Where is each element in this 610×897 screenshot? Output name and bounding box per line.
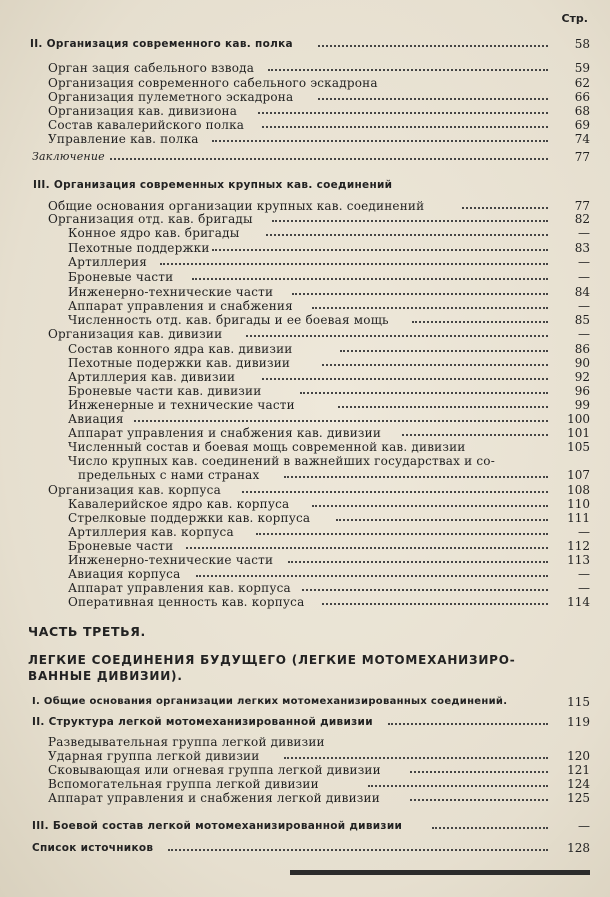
- toc-entry-label: Оперативная ценность кав. корпуса: [68, 595, 305, 609]
- toc-entry: [0, 269, 610, 285]
- dot-leader: [412, 321, 548, 323]
- toc-page-number: 108: [567, 483, 590, 497]
- toc-page-number: 110: [567, 497, 590, 511]
- dot-leader: [288, 561, 548, 563]
- toc-page-number: 114: [567, 595, 590, 609]
- dot-leader: [284, 757, 548, 759]
- toc-page-number: 99: [574, 398, 590, 412]
- toc-entry-label: Численный состав и боевая мощь современной кав. дивизии: [68, 440, 466, 454]
- toc-entry-label: Общие основания организации крупных кав. соединений: [48, 199, 425, 213]
- toc-page-number: 112: [567, 539, 590, 553]
- toc-page-number: 101: [567, 426, 590, 440]
- toc-section-label: III. Боевой состав легкой мотомеханизированной дивизии: [32, 820, 403, 832]
- toc-entry-label: Броневые части кав. дивизии: [68, 384, 262, 398]
- dot-leader: [388, 723, 548, 725]
- toc-page-number: —: [578, 525, 590, 539]
- dot-leader: [336, 519, 548, 521]
- toc-entry-label: Авиация: [68, 412, 124, 426]
- toc-entry-label: Аппарат управления и снабжения кав. дивизии: [68, 426, 382, 440]
- toc-page-number: 92: [574, 370, 590, 384]
- dot-leader: [338, 406, 548, 408]
- toc-section-label: III. Организация современных крупных кав. соединений: [33, 179, 393, 191]
- toc-entry: [0, 149, 610, 165]
- dot-leader: [402, 434, 548, 436]
- page-column-header: Стр.: [561, 12, 588, 25]
- toc-entry-label: Ударная группа легкой дивизии: [48, 749, 260, 763]
- toc-page-number: —: [578, 819, 590, 833]
- toc-page-number: 77: [574, 150, 590, 164]
- toc-entry-label: Состав кавалерийского полка: [48, 118, 245, 132]
- dot-leader: [312, 307, 548, 309]
- toc-page-number: 105: [567, 440, 590, 454]
- toc-entry-label: Организация кав. дивизии: [48, 327, 223, 341]
- toc-page-number: 120: [567, 749, 590, 763]
- toc-entry-label: Кавалерийское ядро кав. корпуса: [68, 497, 290, 511]
- part-title-line1: ЛЕГКИЕ СОЕДИНЕНИЯ БУДУЩЕГО (ЛЕГКИЕ МОТОМЕХАНИЗИРО-: [28, 653, 516, 667]
- toc-page-number: —: [578, 581, 590, 595]
- toc-page-number: —: [578, 567, 590, 581]
- toc-entry-label: Организация пулеметного эскадрона: [48, 90, 294, 104]
- toc-entry: [0, 131, 610, 147]
- toc-entry-label: Организация отд. кав. бригады: [48, 212, 253, 226]
- toc-page-number: 82: [574, 212, 590, 226]
- dot-leader: [318, 98, 548, 100]
- toc-entry: [0, 790, 610, 806]
- toc-section-label: Список источников: [32, 842, 154, 854]
- part-heading: ЧАСТЬ ТРЕТЬЯ.: [28, 624, 146, 639]
- toc-entry-label: Численность отд. кав. бригады и ее боевая мощь: [68, 313, 389, 327]
- toc-entry-label: Стрелковые поддержки кав. корпуса: [68, 511, 311, 525]
- toc-entry: [0, 326, 610, 342]
- dot-leader: [262, 126, 548, 128]
- dot-leader: [212, 140, 548, 142]
- dot-leader: [410, 799, 548, 801]
- toc-entry-label: Заключение: [32, 150, 105, 163]
- toc-page-number: 90: [574, 356, 590, 370]
- dot-leader: [262, 378, 548, 380]
- dot-leader: [302, 589, 548, 591]
- toc-page-number: 124: [567, 777, 590, 791]
- toc-page-number: 128: [567, 841, 590, 855]
- dot-leader: [186, 547, 548, 549]
- toc-page-number: 125: [567, 791, 590, 805]
- toc-page-number: 69: [574, 118, 590, 132]
- dot-leader: [134, 420, 548, 422]
- toc-page-number: 121: [567, 763, 590, 777]
- toc-section: [0, 177, 610, 193]
- dot-leader: [160, 263, 548, 265]
- dot-leader: [322, 364, 548, 366]
- toc-entry: [0, 60, 610, 76]
- toc-entry: [0, 254, 610, 270]
- toc-section: [0, 694, 610, 710]
- toc-entry-label: Аппарат управления и снабжения легкой дивизии: [48, 791, 380, 805]
- toc-entry-label: Разведывательная группа легкой дивизии: [48, 735, 325, 749]
- toc-entry-label: Пехотные поддержки: [68, 241, 210, 255]
- toc-page-number: 85: [574, 313, 590, 327]
- toc-page-number: 59: [574, 61, 590, 75]
- dot-leader: [318, 45, 548, 47]
- dot-leader: [266, 234, 548, 236]
- toc-entry-label: Пехотные подержки кав. дивизии: [68, 356, 291, 370]
- toc-page-number: 111: [567, 511, 590, 525]
- toc-page-number: 115: [567, 695, 590, 709]
- toc-page-number: 107: [567, 468, 590, 482]
- toc-page-number: 100: [567, 412, 590, 426]
- dot-leader: [256, 533, 548, 535]
- toc-entry-label: Организация современного сабельного эскадрона: [48, 76, 378, 90]
- toc-entry-label: Инженерные и технические части: [68, 398, 295, 412]
- toc-page-number: 83: [574, 241, 590, 255]
- dot-leader: [312, 505, 548, 507]
- toc-entry-label: Конное ядро кав. бригады: [68, 226, 240, 240]
- dot-leader: [462, 207, 548, 209]
- toc-entry-label: Броневые части: [68, 270, 174, 284]
- dot-leader: [258, 112, 548, 114]
- toc-entry-label: Инженерно-технические части: [68, 553, 274, 567]
- toc-entry-label: Авиация корпуса: [68, 567, 181, 581]
- toc-entry-label: Вспомогательная группа легкой дивизии: [48, 777, 319, 791]
- toc-page-number: 119: [567, 715, 590, 729]
- bottom-rule: [290, 870, 590, 875]
- toc-page-number: 62: [574, 76, 590, 90]
- toc-entry: [0, 467, 610, 483]
- dot-leader: [322, 603, 548, 605]
- toc-page-number: 86: [574, 342, 590, 356]
- toc-entry-label: Сковывающая или огневая группа легкой дивизии: [48, 763, 381, 777]
- toc-page-number: —: [578, 299, 590, 313]
- toc-page-number: —: [578, 255, 590, 269]
- toc-page-number: 96: [574, 384, 590, 398]
- toc-page-number: 74: [574, 132, 590, 146]
- dot-leader: [410, 771, 548, 773]
- toc-page-number: 84: [574, 285, 590, 299]
- dot-leader: [212, 249, 548, 251]
- toc-entry-label: Артиллерия: [68, 255, 148, 269]
- toc-section: [0, 818, 610, 834]
- toc-entry: [0, 225, 610, 241]
- toc-entry-label: Число крупных кав. соединений в важнейших государствах и со-: [68, 454, 495, 468]
- toc-page-number: 113: [567, 553, 590, 567]
- dot-leader: [192, 278, 548, 280]
- toc-entry-label: Артиллерия кав. дивизии: [68, 370, 236, 384]
- toc-page-number: —: [578, 327, 590, 341]
- dot-leader: [110, 158, 548, 160]
- toc-entry-label: Управление кав. полка: [48, 132, 199, 146]
- part-title-line2: ВАННЫЕ ДИВИЗИИ).: [28, 669, 183, 683]
- dot-leader: [242, 491, 548, 493]
- dot-leader: [268, 69, 548, 71]
- toc-entry-label: Орган зация сабельного взвода: [48, 61, 255, 75]
- toc-entry-label: предельных с нами странах: [78, 468, 260, 482]
- dot-leader: [196, 575, 548, 577]
- dot-leader: [284, 476, 548, 478]
- toc-entry-label: Организация кав. дивизиона: [48, 104, 238, 118]
- dot-leader: [272, 220, 548, 222]
- toc-page-number: 68: [574, 104, 590, 118]
- toc-entry-label: Аппарат управления кав. корпуса: [68, 581, 291, 595]
- dot-leader: [168, 849, 548, 851]
- dot-leader: [340, 350, 548, 352]
- dot-leader: [292, 293, 548, 295]
- toc-entry-label: Броневые части: [68, 539, 174, 553]
- toc-section: [0, 714, 610, 730]
- dot-leader: [246, 335, 548, 337]
- toc-entry-label: Аппарат управления и снабжения: [68, 299, 293, 313]
- toc-entry-label: Инженерно-технические части: [68, 285, 274, 299]
- toc-page-number: 77: [574, 199, 590, 213]
- dot-leader: [368, 785, 548, 787]
- toc-section-label: II. Организация современного кав. полка: [30, 38, 293, 50]
- toc-page-number: —: [578, 226, 590, 240]
- toc-section-label: II. Структура легкой мотомеханизированной дивизии: [32, 716, 373, 728]
- toc-page-number: 66: [574, 90, 590, 104]
- toc-section: [0, 36, 610, 52]
- toc-entry: [0, 594, 610, 610]
- dot-leader: [300, 392, 548, 394]
- toc-page-number: 58: [574, 37, 590, 51]
- toc-section: [0, 840, 610, 856]
- dot-leader: [432, 827, 548, 829]
- toc-section-label: I. Общие основания организации легких мотомеханизированных соединений.: [32, 696, 508, 707]
- toc-entry-label: Организация кав. корпуса: [48, 483, 221, 497]
- toc-page-number: —: [578, 270, 590, 284]
- toc-entry-label: Артиллерия кав. корпуса: [68, 525, 234, 539]
- toc-entry-label: Состав конного ядра кав. дивизии: [68, 342, 293, 356]
